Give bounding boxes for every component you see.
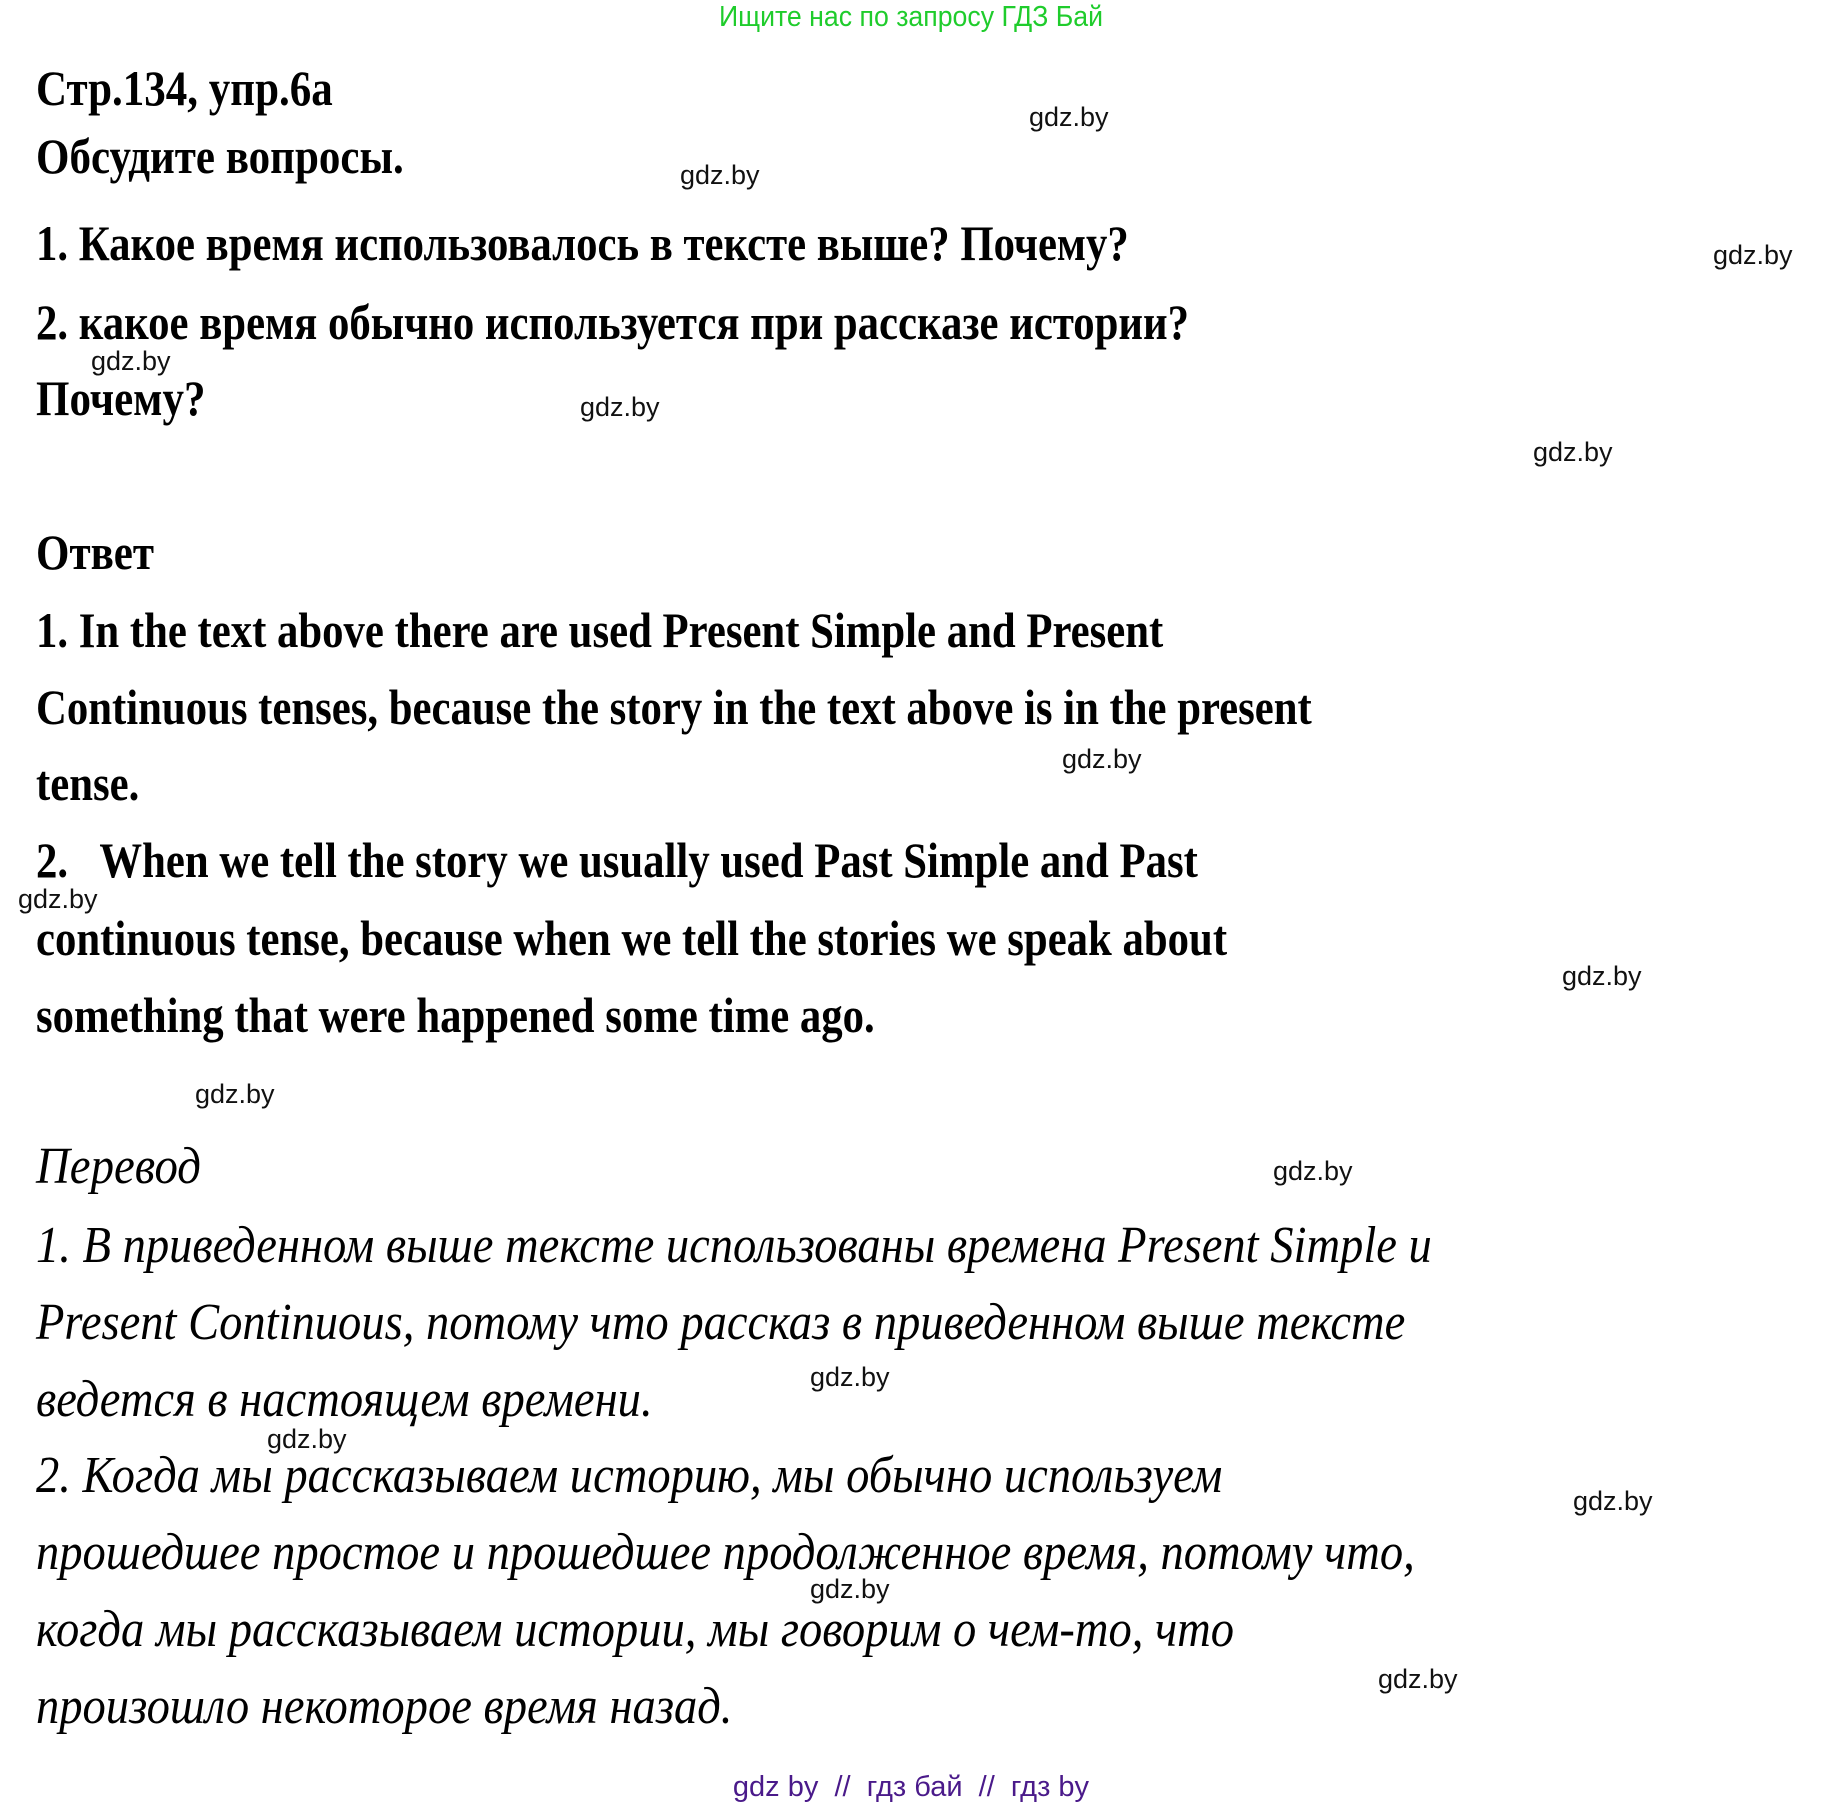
page-title: Стр.134, упр.6а bbox=[36, 60, 333, 116]
answer-line-3: tense. bbox=[36, 755, 140, 811]
watermark: gdz.by bbox=[18, 884, 98, 914]
watermark: gdz.by bbox=[1562, 961, 1642, 991]
translation-line-1: 1. В приведенном выше тексте использованы времена Present Simple и bbox=[36, 1217, 1432, 1274]
question-2: 2. какое время обычно используется при рассказе истории? bbox=[36, 294, 1190, 350]
watermark: gdz.by bbox=[1029, 102, 1109, 132]
watermark: gdz.by bbox=[1062, 744, 1142, 774]
question-2-continued: Почему? bbox=[36, 370, 206, 426]
watermark: gdz.by bbox=[267, 1424, 347, 1454]
watermark: gdz.by bbox=[195, 1079, 275, 1109]
question-1: 1. Какое время использовалось в тексте выше? Почему? bbox=[36, 215, 1129, 271]
watermark: gdz.by bbox=[1713, 240, 1793, 270]
watermark: gdz.by bbox=[1573, 1486, 1653, 1516]
watermark: gdz.by bbox=[1533, 437, 1613, 467]
translation-line-2: Present Continuous, потому что рассказ в приведенном выше тексте bbox=[36, 1294, 1406, 1351]
translation-line-4: 2. Когда мы рассказываем историю, мы обычно используем bbox=[36, 1447, 1223, 1504]
answer-line-6: something that were happened some time ago. bbox=[36, 987, 875, 1043]
translation-line-3: ведется в настоящем времени. bbox=[36, 1371, 653, 1428]
search-banner: Ищите нас по запросу ГДЗ Бай bbox=[718, 1, 1104, 33]
translation-line-5: прошедшее простое и прошедшее продолженное время, потому что, bbox=[36, 1524, 1415, 1581]
watermark: gdz.by bbox=[91, 346, 171, 376]
watermark: gdz.by bbox=[1273, 1156, 1353, 1186]
translation-line-7: произошло некоторое время назад. bbox=[36, 1678, 733, 1735]
task-instruction: Обсудите вопросы. bbox=[36, 128, 404, 184]
footer-links: gdz by // гдз бай // гдз by bbox=[732, 1771, 1090, 1803]
answer-heading: Ответ bbox=[36, 524, 155, 580]
watermark: gdz.by bbox=[580, 392, 660, 422]
translation-heading: Перевод bbox=[36, 1138, 201, 1195]
watermark: gdz.by bbox=[680, 160, 760, 190]
answer-line-5: continuous tense, because when we tell the stories we speak about bbox=[36, 910, 1228, 966]
answer-line-4: 2. When we tell the story we usually used Past Simple and Past bbox=[36, 832, 1198, 888]
watermark: gdz.by bbox=[810, 1362, 890, 1392]
watermark: gdz.by bbox=[1378, 1664, 1458, 1694]
answer-line-1: 1. In the text above there are used Present Simple and Present bbox=[36, 602, 1164, 658]
translation-line-6: когда мы рассказываем истории, мы говорим о чем-то, что bbox=[36, 1601, 1235, 1658]
answer-line-2: Continuous tenses, because the story in the text above is in the present bbox=[36, 679, 1312, 735]
watermark: gdz.by bbox=[810, 1574, 890, 1604]
